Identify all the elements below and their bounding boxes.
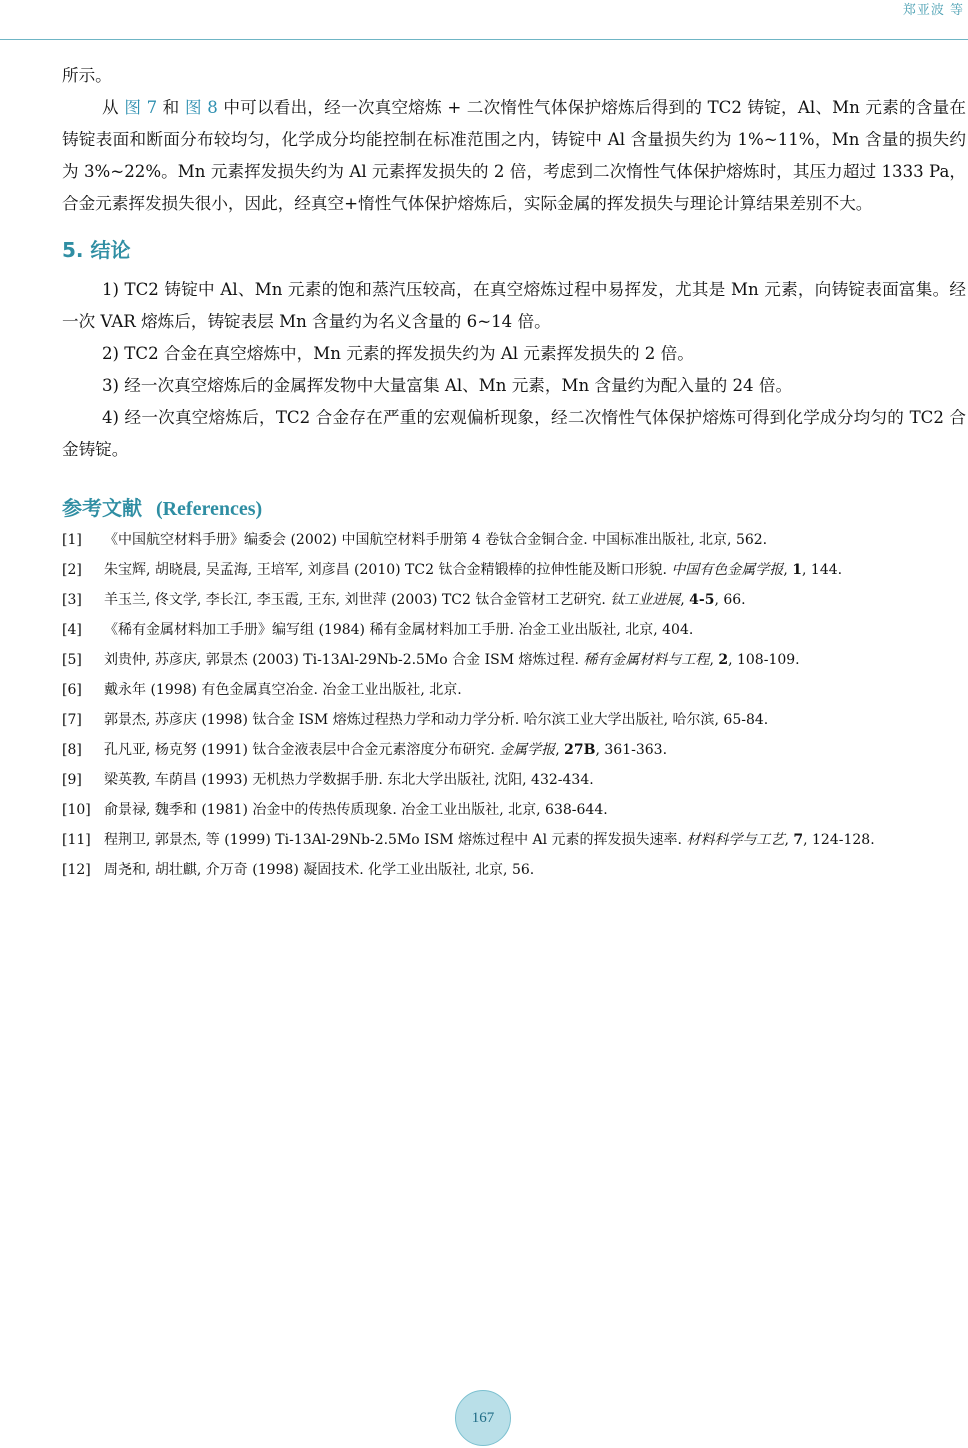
reference-number: [11] [62, 832, 91, 848]
intro-fragment: 所示。 [62, 66, 112, 85]
reference-number: [1] [62, 532, 82, 548]
reference-number: [4] [62, 622, 82, 638]
reference-text: 羊玉兰, 佟文学, 李长江, 李玉霞, 王东, 刘世萍 (2003) TC2 钛合金管材工艺研究. [104, 592, 611, 608]
reference-volume: 4-5 [689, 592, 715, 608]
reference-volume: 7 [793, 832, 804, 848]
reference-pages: , 108-109. [728, 652, 800, 668]
figure-7-link[interactable]: 图 7 [124, 98, 158, 117]
reference-number: [9] [62, 772, 82, 788]
reference-pages: , 66. [714, 592, 746, 608]
figure-8-link[interactable]: 图 8 [184, 98, 218, 117]
intro-prefix: 从 [102, 98, 125, 117]
reference-number: [5] [62, 652, 82, 668]
reference-text: 《稀有金属材料加工手册》编写组 (1984) 稀有金属材料加工手册. 冶金工业出版社, 北京, 404. [104, 622, 694, 638]
reference-item [62, 532, 966, 549]
page-number-badge: 167 [455, 1390, 511, 1446]
reference-volume: 1 [792, 562, 803, 578]
reference-item: [11] 程荆卫, 郭景杰, 等 (1999) Ti-13Al-29Nb-2.5Mo ISM 熔炼过程中 Al 元素的挥发损失速率. 材料科学与工艺, 7, 124-128. [62, 832, 875, 848]
reference-item: [5] 刘贵仲, 苏彦庆, 郭景杰 (2003) Ti-13Al-29Nb-2.5Mo 合金 ISM 熔炼过程. 稀有金属材料与工程, 2, 108-109. [62, 652, 800, 668]
conclusion-item: 1) TC2 铸锭中 Al、Mn 元素的饱和蒸汽压较高，在真空熔炼过程中易挥发，尤其是 Mn 元素，向铸锭表面富集。经一次 VAR 熔炼后，铸锭表层 Mn 含量约为名义含量的 6~14 倍。 [62, 280, 966, 331]
reference-number: [10] [62, 802, 91, 818]
reference-text: 朱宝辉, 胡晓晨, 吴孟海, 王培军, 刘彦昌 (2010) TC2 钛合金精锻棒的拉伸性能及断口形貌. [104, 562, 672, 578]
reference-text: 周尧和, 胡壮麒, 介万奇 (1998) 凝固技术. 化学工业出版社, 北京, 56. [104, 862, 535, 878]
reference-number: [12] [62, 862, 91, 878]
reference-item [62, 712, 966, 729]
reference-list [62, 532, 966, 879]
conclusion-list [62, 274, 966, 466]
conclusion-heading: 5. 结论 [62, 238, 131, 262]
reference-number: [3] [62, 592, 82, 608]
reference-pages: , 361-363. [595, 742, 668, 758]
reference-text: 孔凡亚, 杨克努 (1991) 钛合金液表层中合金元素溶度分布研究. [104, 742, 500, 758]
references-heading [62, 490, 966, 526]
running-header-author: 郑亚波 等 [902, 3, 964, 18]
reference-item [62, 802, 966, 819]
reference-number: [2] [62, 562, 82, 578]
conclusion-item: 3) 经一次真空熔炼后的金属挥发物中大量富集 Al、Mn 元素，Mn 含量约为配入量的 24 倍。 [102, 376, 793, 395]
page-content [62, 60, 966, 892]
intro-conjunction: 和 [157, 98, 185, 117]
reference-number: [8] [62, 742, 82, 758]
reference-journal: 稀有金属材料与工程 [583, 652, 710, 668]
reference-text: 梁英教, 车荫昌 (1993) 无机热力学数据手册. 东北大学出版社, 沈阳, 432-434. [104, 772, 594, 788]
reference-number: [7] [62, 712, 82, 728]
reference-journal: 钛工业进展 [610, 592, 681, 608]
reference-text: 《中国航空材料手册》编委会 (2002) 中国航空材料手册第 4 卷钛合金铜合金. 中国标准出版社, 北京, 562. [104, 532, 768, 548]
reference-volume: 2 [718, 652, 729, 668]
reference-item [62, 682, 966, 699]
header-rule [0, 39, 968, 40]
reference-text: 俞景禄, 魏季和 (1981) 冶金中的传热传质现象. 冶金工业出版社, 北京, 638-644. [104, 802, 608, 818]
reference-item: [3] 羊玉兰, 佟文学, 李长江, 李玉霞, 王东, 刘世萍 (2003) TC2 钛合金管材工艺研究. 钛工业进展, 4-5, 66. [62, 592, 746, 608]
reference-text: 刘贵仲, 苏彦庆, 郭景杰 (2003) Ti-13Al-29Nb-2.5Mo 合金 ISM 熔炼过程. [104, 652, 584, 668]
references-heading-cn: 参考文献 [62, 496, 142, 520]
reference-journal: 中国有色金属学报 [671, 562, 784, 578]
reference-journal: 金属学报 [499, 742, 556, 758]
reference-volume: 27B [564, 742, 596, 758]
reference-text: 郭景杰, 苏彦庆 (1998) 钛合金 ISM 熔炼过程热力学和动力学分析. 哈尔滨工业大学出版社, 哈尔滨, 65-84. [104, 712, 769, 728]
reference-text: 戴永年 (1998) 有色金属真空冶金. 冶金工业出版社, 北京. [104, 682, 462, 698]
reference-item [62, 772, 966, 789]
conclusion-item: 2) TC2 合金在真空熔炼中，Mn 元素的挥发损失约为 Al 元素挥发损失的 2 倍。 [102, 344, 694, 363]
references-heading-en: (References) [155, 498, 263, 520]
reference-pages: , 124-128. [803, 832, 875, 848]
intro-paragraph [62, 92, 966, 220]
reference-item [62, 622, 966, 639]
reference-journal: 材料科学与工艺 [686, 832, 785, 848]
reference-item: [8] 孔凡亚, 杨克努 (1991) 钛合金液表层中合金元素溶度分布研究. 金属学报, 27B, 361-363. [62, 742, 668, 758]
intro-body: 中可以看出，经一次真空熔炼 + 二次惰性气体保护熔炼后得到的 TC2 铸锭，Al、Mn 元素的含量在铸锭表面和断面分布较均匀，化学成分均能控制在标准范围之内，铸锭中 Al 含量损失约为 1%~11%，Mn 含量的损失约为 3%~22%。Mn 元素挥发损失约为 Al 元素挥发损失的 2 倍，考虑到二次惰性气体保护熔炼时，其压力超过 1333 Pa，合金元素挥发损失很小，因此，经真空+惰性气体保护熔炼后，实际金属的挥发损失与理论计算结果差别不大。 [62, 98, 966, 213]
reference-item [62, 862, 966, 879]
reference-item: [2] 朱宝辉, 胡晓晨, 吴孟海, 王培军, 刘彦昌 (2010) TC2 钛合金精锻棒的拉伸性能及断口形貌. 中国有色金属学报, 1, 144. [62, 562, 843, 578]
reference-text: 程荆卫, 郭景杰, 等 (1999) Ti-13Al-29Nb-2.5Mo ISM 熔炼过程中 Al 元素的挥发损失速率. [104, 832, 687, 848]
conclusion-item: 4) 经一次真空熔炼后，TC2 合金存在严重的宏观偏析现象，经二次惰性气体保护熔炼可得到化学成分均匀的 TC2 合金铸锭。 [62, 408, 966, 459]
reference-number: [6] [62, 682, 82, 698]
reference-pages: , 144. [802, 562, 843, 578]
